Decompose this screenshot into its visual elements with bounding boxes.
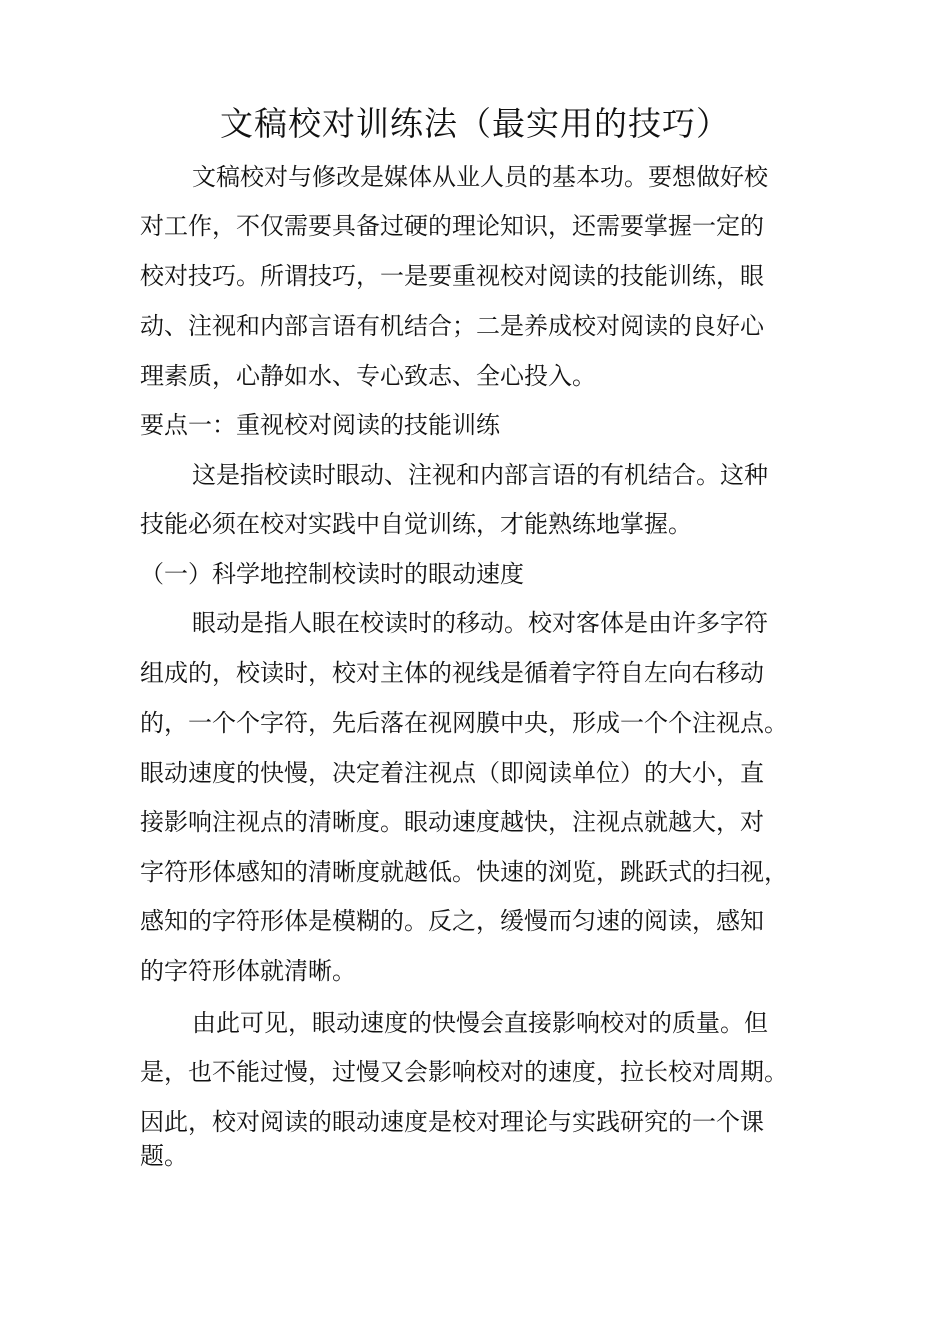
body-line: 感知的字符形体是模糊的。反之，缓慢而匀速的阅读，感知: [140, 907, 764, 935]
body-line: 眼动速度的快慢，决定着注视点（即阅读单位）的大小，直: [140, 759, 764, 787]
body-line: 字符形体感知的清晰度就越低。快速的浏览，跳跃式的扫视，: [140, 858, 788, 886]
body-line: 因此，校对阅读的眼动速度是校对理论与实践研究的一个课: [140, 1108, 764, 1136]
section-line: 技能必须在校对实践中自觉训练，才能熟练地掌握。: [140, 510, 692, 538]
intro-line: 校对技巧。所谓技巧，一是要重视校对阅读的技能训练，眼: [140, 262, 764, 290]
document-title: 文稿校对训练法（最实用的技巧）: [220, 104, 730, 143]
body-line: 题。: [140, 1142, 188, 1170]
intro-line: 对工作，不仅需要具备过硬的理论知识，还需要掌握一定的: [140, 212, 764, 240]
section-line: 这是指校读时眼动、注视和内部言语的有机结合。这种: [192, 461, 768, 489]
intro-line: 理素质，心静如水、专心致志、全心投入。: [140, 362, 596, 390]
body-line: 的字符形体就清晰。: [140, 957, 356, 985]
intro-line: 动、注视和内部言语有机结合；二是养成校对阅读的良好心: [140, 312, 764, 340]
body-line: 由此可见，眼动速度的快慢会直接影响校对的质量。但: [192, 1009, 768, 1037]
intro-line: 文稿校对与修改是媒体从业人员的基本功。要想做好校: [192, 163, 768, 191]
subsection-heading: （一）科学地控制校读时的眼动速度: [140, 560, 524, 588]
body-line: 的，一个个字符，先后落在视网膜中央，形成一个个注视点。: [140, 709, 788, 737]
body-line: 组成的，校读时，校对主体的视线是循着字符自左向右移动: [140, 659, 764, 687]
body-line: 接影响注视点的清晰度。眼动速度越快，注视点就越大，对: [140, 808, 764, 836]
section-heading: 要点一：重视校对阅读的技能训练: [140, 411, 500, 439]
body-line: 眼动是指人眼在校读时的移动。校对客体是由许多字符: [192, 609, 768, 637]
body-line: 是，也不能过慢，过慢又会影响校对的速度，拉长校对周期。: [140, 1058, 788, 1086]
